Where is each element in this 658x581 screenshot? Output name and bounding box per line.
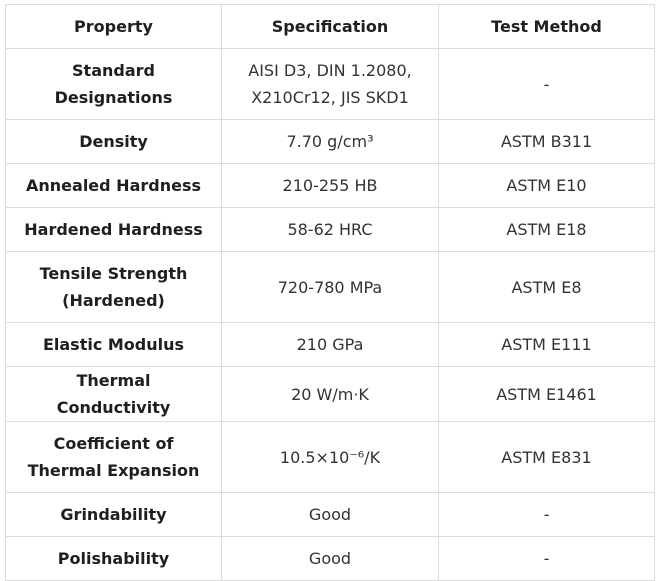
- specification-cell: Good: [222, 537, 439, 581]
- property-cell: Coefficient of Thermal Expansion: [6, 422, 222, 493]
- table-row: [6, 164, 655, 208]
- property-cell: Elastic Modulus: [6, 323, 222, 367]
- test-method-cell: ASTM E18: [439, 208, 655, 252]
- table-row: [6, 323, 655, 367]
- test-method-cell: ASTM B311: [439, 120, 655, 164]
- header-specification: Specification: [222, 5, 439, 49]
- test-method-cell: ASTM E111: [439, 323, 655, 367]
- test-method-cell: -: [439, 537, 655, 581]
- specification-cell: AISI D3, DIN 1.2080, X210Cr12, JIS SKD1: [222, 49, 439, 120]
- property-cell: Density: [6, 120, 222, 164]
- property-cell: Hardened Hardness: [6, 208, 222, 252]
- specification-cell: Good: [222, 493, 439, 537]
- header-test-method: Test Method: [439, 5, 655, 49]
- specification-cell: 210-255 HB: [222, 164, 439, 208]
- specification-cell: 20 W/m·K: [222, 367, 439, 422]
- table-row: [6, 49, 655, 120]
- test-method-cell: -: [439, 49, 655, 120]
- test-method-cell: -: [439, 493, 655, 537]
- table-row: [6, 120, 655, 164]
- specification-cell: 10.5×10⁻⁶/K: [222, 422, 439, 493]
- property-cell: Tensile Strength (Hardened): [6, 252, 222, 323]
- table-row: [6, 493, 655, 537]
- property-cell: Annealed Hardness: [6, 164, 222, 208]
- header-property: Property: [6, 5, 222, 49]
- specification-cell: 7.70 g/cm³: [222, 120, 439, 164]
- specification-table: [5, 4, 655, 581]
- specification-cell: 58-62 HRC: [222, 208, 439, 252]
- specification-cell: 720-780 MPa: [222, 252, 439, 323]
- property-cell: Thermal Conductivity: [6, 367, 222, 422]
- property-cell: Standard Designations: [6, 49, 222, 120]
- table-header-row: [6, 5, 655, 49]
- test-method-cell: ASTM E831: [439, 422, 655, 493]
- table-row: [6, 252, 655, 323]
- specification-cell: 210 GPa: [222, 323, 439, 367]
- table-row: [6, 422, 655, 493]
- test-method-cell: ASTM E10: [439, 164, 655, 208]
- test-method-cell: ASTM E1461: [439, 367, 655, 422]
- table-row: [6, 208, 655, 252]
- table-row: [6, 367, 655, 422]
- test-method-cell: ASTM E8: [439, 252, 655, 323]
- table-row: [6, 537, 655, 581]
- property-cell: Grindability: [6, 493, 222, 537]
- property-cell: Polishability: [6, 537, 222, 581]
